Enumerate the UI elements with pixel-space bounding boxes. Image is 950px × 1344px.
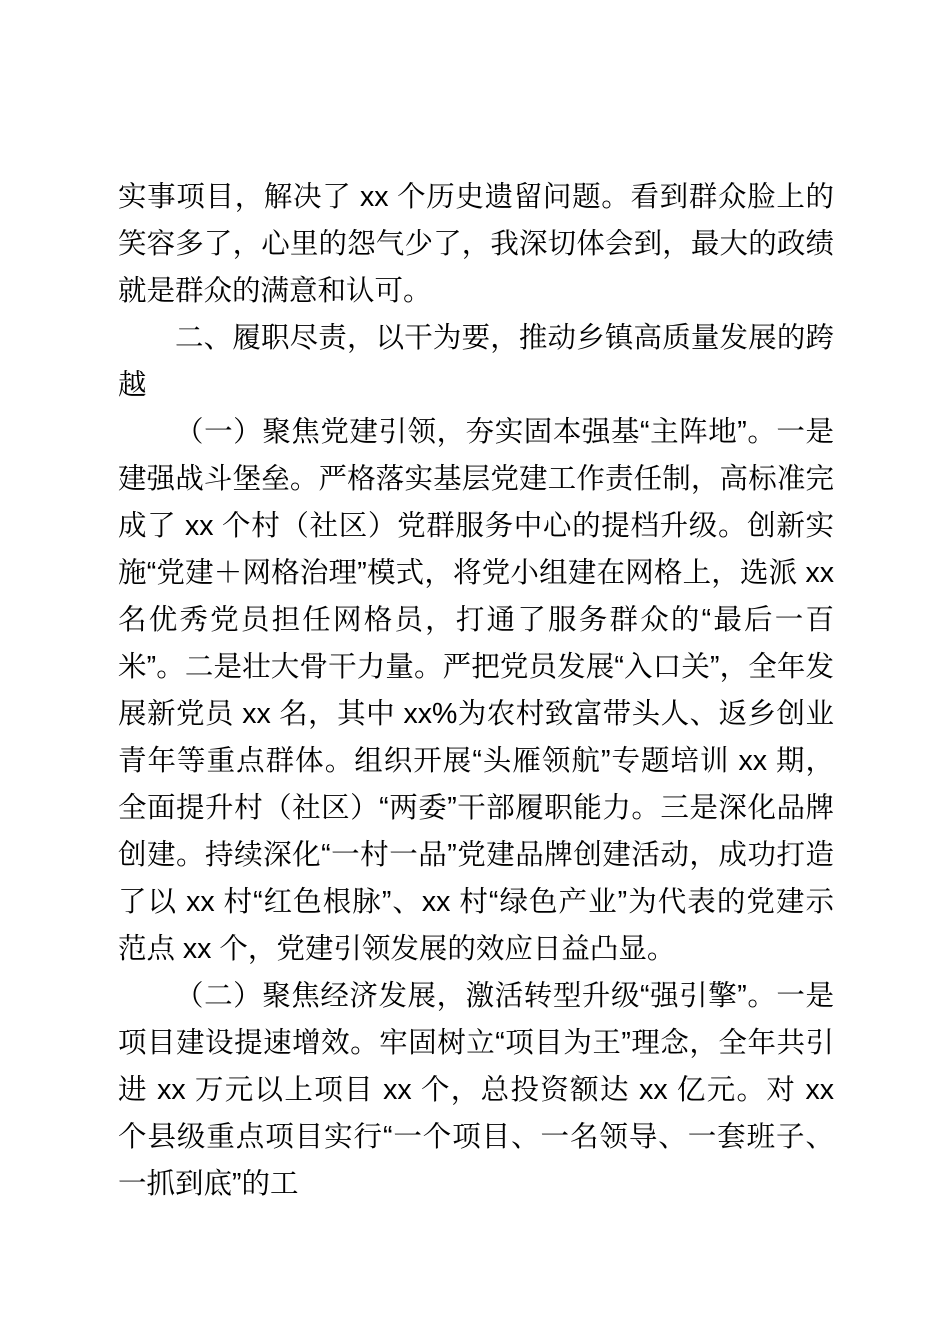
paragraph-subsection-two: （二）聚焦经济发展，激活转型升级“强引擎”。一是项目建设提速增效。牢固树立“项目为王”理念，全年共引进 xx 万元以上项目 xx 个，总投资额达 xx 亿元。对 xx 个县级重点项目实行“一个项目、一名领导、一套班子、一抓到底”的工 [118, 980, 834, 1200]
paragraph-subsection-one: （一）聚焦党建引领，夯实固本强基“主阵地”。一是建强战斗堡垒。严格落实基层党建工作责任制，高标准完成了 xx 个村（社区）党群服务中心的提档升级。创新实施“党建＋网格治理”模式，将党小组建在网格上，选派 xx 名优秀党员担任网格员，打通了服务群众的“最后一百米”。二是壮大骨干力量。严把党员发展“入口关”，全年发展新党员 xx 名，其中 xx%为农村致富带头人、返乡创业青年等重点群体。组织开展“头雁领航”专题培训 xx 期，全面提升村（社区）“两委”干部履职能力。三是深化品牌创建。持续深化“一村一品”党建品牌创建活动，成功打造了以 xx 村“红色根脉”、xx 村“绿色产业”为代表的党建示范点 xx 个，党建引领发展的效应日益凸显。 [118, 416, 834, 965]
document-text-column [118, 174, 834, 1208]
paragraph-continuation: 实事项目，解决了 xx 个历史遗留问题。看到群众脸上的笑容多了，心里的怨气少了，我深切体会到，最大的政绩就是群众的满意和认可。 [118, 181, 834, 307]
section-heading-two: 二、履职尽责，以干为要，推动乡镇高质量发展的跨越 [118, 322, 834, 401]
